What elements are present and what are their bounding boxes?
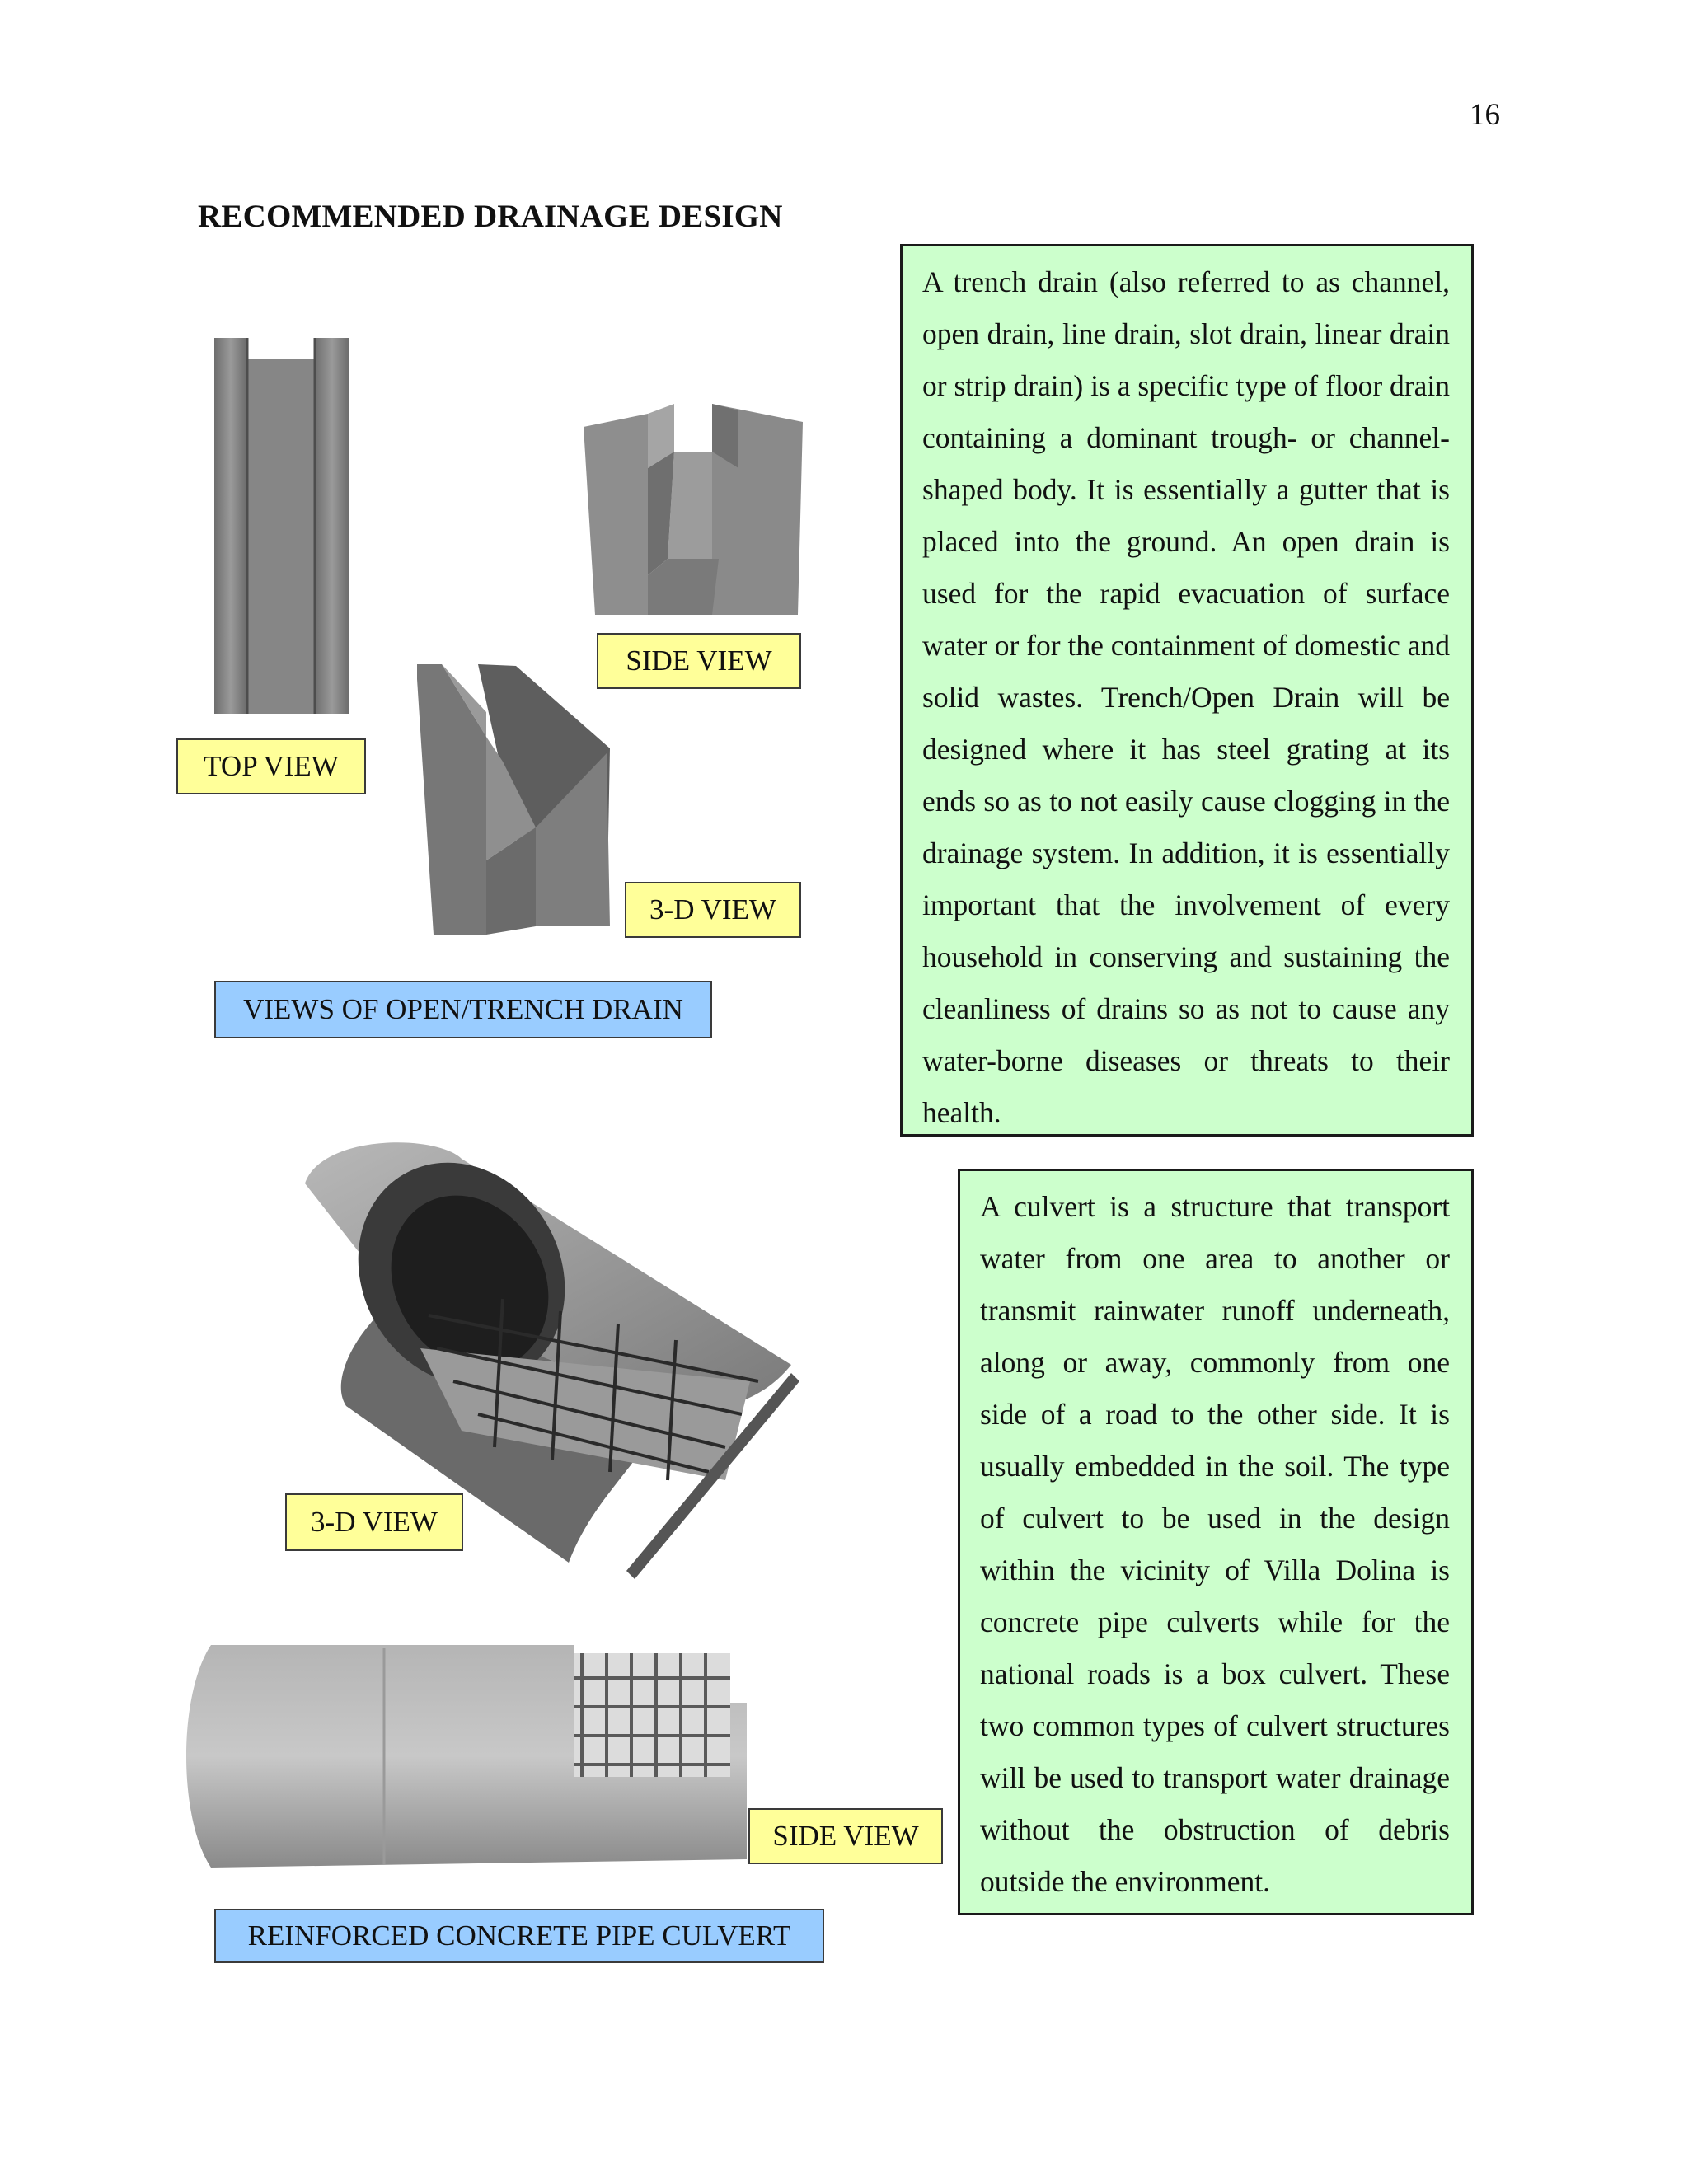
trench-drain-description: A trench drain (also referred to as channel, open drain, line drain, slot drain, linear drain or strip drain) is a specific type of floor drain containing a dominant trough- or channel-shaped body. It is essentially a gutter that is placed into the ground. An open drain is used for the rapid evacuation of surface water or for the containment of domestic and solid wastes. Trench/Open Drain will be designed where it has steel grating at its ends so as to not easily cause clogging in the drainage system. In addition, it is essentially important that the involvement of every household in conserving and sustaining the cleanliness of drains so as not to cause any water-borne diseases or threats to their health. xyxy=(922,265,1450,1129)
culvert-three-d-view-label: 3-D VIEW xyxy=(285,1493,463,1551)
page-number: 16 xyxy=(1470,98,1500,132)
top-view-label: TOP VIEW xyxy=(176,738,366,794)
culvert-side-view-label: SIDE VIEW xyxy=(748,1808,943,1864)
page-title: RECOMMENDED DRAINAGE DESIGN xyxy=(198,199,783,234)
three-d-view-label: 3-D VIEW xyxy=(625,882,801,938)
trench-drain-caption: VIEWS OF OPEN/TRENCH DRAIN xyxy=(214,981,712,1038)
trench-drain-description-box xyxy=(900,244,1474,1137)
trench-drain-top-view-image xyxy=(213,336,353,715)
side-view-label: SIDE VIEW xyxy=(597,633,801,689)
culvert-description-box xyxy=(958,1169,1474,1915)
culvert-side-view-image xyxy=(186,1637,763,1869)
trench-drain-side-view-image xyxy=(582,402,804,616)
culvert-description: A culvert is a structure that transport water from one area to another or transmit rainwater runoff underneath, along or away, commonly from one side of a road to the other side. It is usually embedded in the soil. The type of culvert to be used in the design within the vicinity of Villa Dolina is concrete pipe culverts while for the national roads is a box culvert. These two common types of culvert structures will be used to transport water drainage without the obstruction of debris outside the environment. xyxy=(980,1190,1450,1898)
trench-drain-3d-view-image xyxy=(412,663,618,935)
culvert-caption: REINFORCED CONCRETE PIPE CULVERT xyxy=(214,1909,824,1963)
